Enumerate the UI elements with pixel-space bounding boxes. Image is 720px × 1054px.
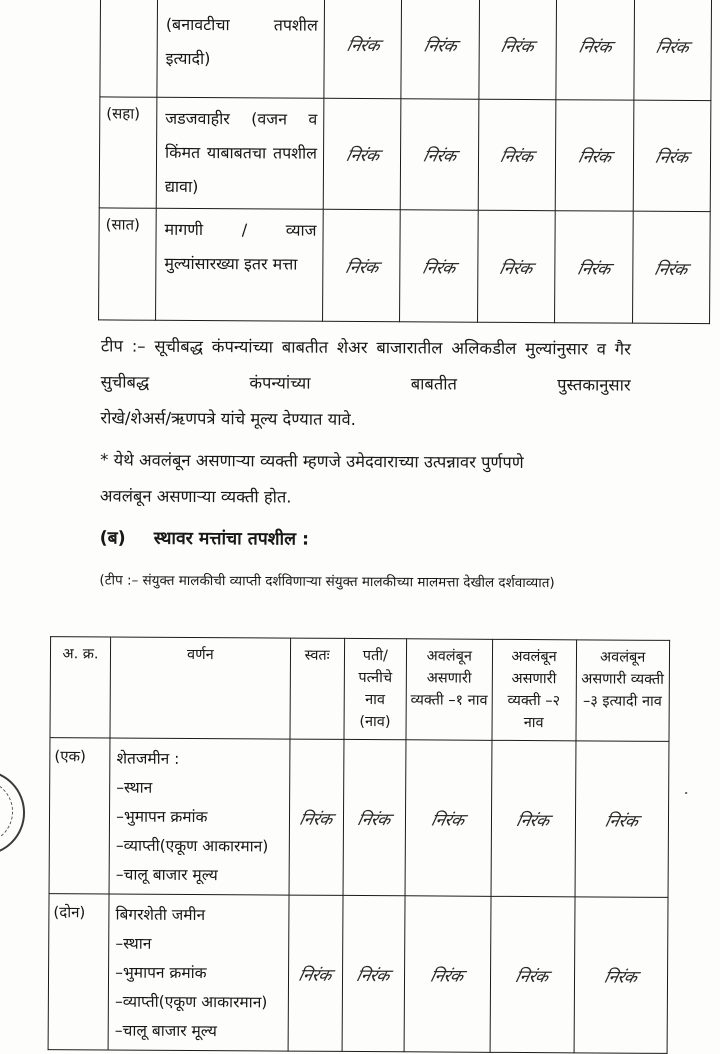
signature-nil: निरंक <box>312 0 413 99</box>
row-item: –चालू बाजार मूल्य <box>114 1021 217 1041</box>
joint-ownership-note: (टीप :– संयुक्त मालकीची व्याप्ती दर्शविणाऱ्या संयुक्त मालकीच्या मालमत्ता देखील दर्शवाव्यात) <box>99 572 555 592</box>
table-row <box>100 0 712 101</box>
column-header: पती/ पत्नीचे नाव (नाव) <box>344 638 407 739</box>
signature-nil: निरंक <box>620 211 720 323</box>
dependent-note-line: अवलंबून असणाऱ्या व्यक्ती होत. <box>99 486 292 507</box>
signature-nil: निरंक <box>271 895 359 1051</box>
section-heading <box>100 525 310 550</box>
column-header: अ. क्र. <box>50 637 111 738</box>
row-item: –व्याप्ती(एकूण आकारमान) <box>115 836 269 856</box>
column-header: स्वतः <box>290 638 345 739</box>
signature-nil: निरंक <box>311 98 413 209</box>
row-number: (सहा) <box>99 97 157 208</box>
signature-nil: निरंक <box>473 896 591 1052</box>
signature-nil: निरंक <box>325 896 421 1052</box>
column-header: अवलंबून असणारी व्यक्ती –२ नाव <box>492 639 576 741</box>
tip-note <box>100 328 631 439</box>
tip-line: टीप :– सूचीबद्ध कंपन्यांच्या बाबतीत शेअर बाजारातील अलिकडील <box>100 336 517 358</box>
signature-nil: निरंक <box>543 211 645 323</box>
row-description: मागणी / व्याज मुल्यांसारख्या इतर मत्ता <box>156 208 324 321</box>
table-header-row <box>50 637 670 742</box>
official-stamp-icon <box>0 769 25 856</box>
signature-nil: निरंक <box>389 99 491 210</box>
row-item: –व्याप्ती(एकूण आकारमान) <box>114 992 268 1012</box>
row-title: शेतजमीन : <box>116 749 180 768</box>
section-label: (ब) <box>99 528 126 549</box>
row-item: –चालू बाजार मूल्य <box>115 865 218 885</box>
signature-nil: निरंक <box>621 100 720 211</box>
tip-line: रोखे/शेअर्स/ऋणपत्रे यांचे मूल्य देण्यात यावे. <box>100 408 356 429</box>
signature-nil: निरंक <box>557 897 685 1053</box>
signature-nil: निरंक <box>311 209 413 321</box>
signature-nil: निरंक <box>544 100 646 211</box>
table-row <box>48 894 668 1054</box>
row-number: (सात) <box>99 208 157 320</box>
row-title: बिगरशेती जमीन <box>115 905 206 925</box>
signature-nil: निरंक <box>558 741 686 897</box>
section-title: स्थावर मत्तांचा तपशील : <box>153 528 310 550</box>
tip-line: मुल्यांनुसार व गैर सुचीबद्ध कंपन्यांच्या बाबतीत पुस्तकानुसार <box>100 339 631 395</box>
signature-nil: निरंक <box>465 210 567 322</box>
movable-assets-table <box>98 0 712 324</box>
signature-nil: निरंक <box>544 0 645 100</box>
signature-nil: निरंक <box>466 99 568 210</box>
signature-nil: निरंक <box>467 0 568 100</box>
row-item: –भुमापन क्रमांक <box>115 963 207 983</box>
row-description <box>109 738 289 895</box>
row-description <box>108 894 288 1051</box>
column-header: अवलंबून असणारी व्यक्ती –३ इत्यादी नाव <box>575 640 669 742</box>
column-header: वर्णन <box>110 637 290 739</box>
row-description: (बनावटीचा तपशील इत्यादी) <box>157 0 325 98</box>
signature-nil: निरंक <box>272 739 360 895</box>
row-number <box>100 0 158 97</box>
row-item: –भुमापन क्रमांक <box>116 807 208 827</box>
immovable-assets-table <box>48 636 671 1054</box>
column-header: अवलंबून असणारी व्यक्ती –१ नाव <box>406 639 492 741</box>
row-number: (दोन) <box>48 894 109 1050</box>
signature-nil: निरंक <box>474 740 592 896</box>
table-row <box>99 208 711 324</box>
row-item: –स्थान <box>115 934 152 953</box>
row-item: –स्थान <box>116 778 153 797</box>
table-row <box>99 97 711 212</box>
signature-nil: निरंक <box>388 210 490 322</box>
row-number: (एक) <box>49 738 110 894</box>
dependent-note-line: * येथे अवलंबून असणाऱ्या व्यक्ती म्हणजे उमेदवाराच्या उत्पन्नावर पुर्णपणे <box>100 450 524 473</box>
dependent-note <box>100 442 630 517</box>
signature-nil: निरंक <box>387 896 507 1052</box>
row-description: जडजवाहीर (वजन व किंमत याबाबतचा तपशील द्यावा) <box>156 97 324 209</box>
signature-nil: निरंक <box>622 0 720 101</box>
signature-nil: निरंक <box>390 0 491 99</box>
scan-speck <box>685 792 687 794</box>
table-row <box>49 738 669 898</box>
signature-nil: निरंक <box>388 740 508 896</box>
signature-nil: निरंक <box>326 740 422 896</box>
